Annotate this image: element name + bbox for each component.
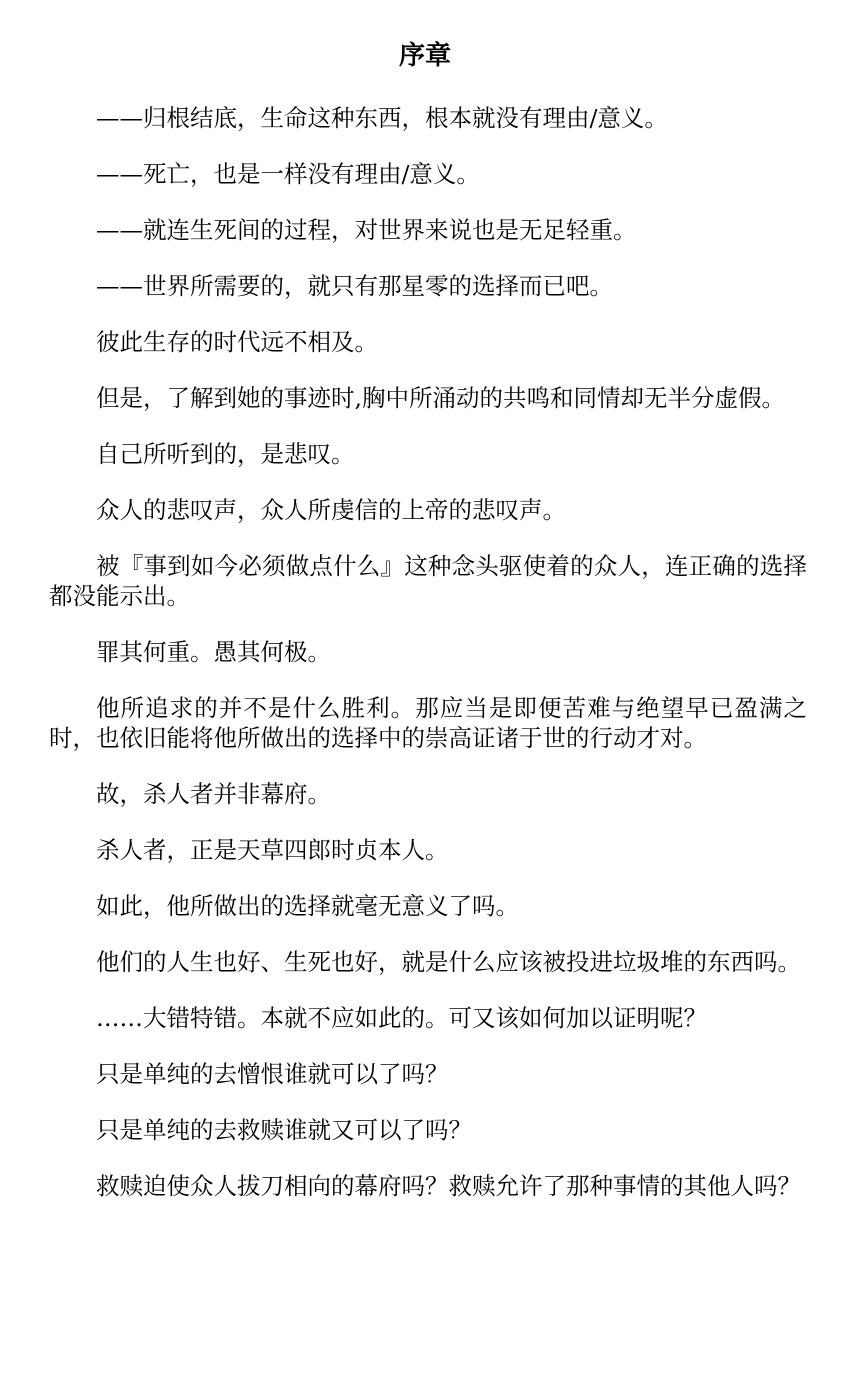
paragraph: ……大错特错。本就不应如此的。可又该如何加以证明呢？	[96, 1004, 707, 1032]
paragraph: 救赎迫使众人拔刀相向的幕府吗？救赎允许了那种事情的其他人吗？	[96, 1172, 801, 1200]
paragraph: ——死亡，也是一样没有理由/意义。	[96, 160, 480, 188]
paragraph: 自己所听到的，是悲叹。	[96, 440, 355, 468]
chapter-title: 序章	[398, 41, 451, 71]
paragraph: 但是，了解到她的事迹时,胸中所涌动的共鸣和同情却无半分虚假。	[96, 384, 785, 412]
paragraph: ——世界所需要的，就只有那星零的选择而已吧。	[96, 272, 613, 300]
paragraph: 罪其何重。愚其何极。	[96, 638, 331, 666]
paragraph: 如此，他所做出的选择就毫无意义了吗。	[96, 892, 519, 920]
paragraph: ——归根结底，生命这种东西，根本就没有理由/意义。	[96, 104, 668, 132]
paragraph: 被『事到如今必须做点什么』这种念头驱使着的众人，连正确的选择都没能示出。	[49, 552, 807, 610]
paragraph: ——就连生死间的过程，对世界来说也是无足轻重。	[96, 216, 637, 244]
paragraph: 彼此生存的时代远不相及。	[96, 328, 378, 356]
paragraph: 故，杀人者并非幕府。	[96, 780, 331, 808]
paragraph: 杀人者，正是天草四郎时贞本人。	[96, 836, 449, 864]
paragraph: 只是单纯的去救赎谁就又可以了吗？	[96, 1116, 472, 1144]
paragraph: 他们的人生也好、生死也好，就是什么应该被投进垃圾堆的东西吗。	[96, 948, 801, 976]
paragraph: 众人的悲叹声，众人所虔信的上帝的悲叹声。	[96, 496, 566, 524]
paragraph: 只是单纯的去憎恨谁就可以了吗？	[96, 1060, 449, 1088]
paragraph: 他所追求的并不是什么胜利。那应当是即便苦难与绝望早已盈满之时，也依旧能将他所做出的选择中的崇高证诸于世的行动才对。	[49, 694, 807, 752]
chapter-body	[49, 103, 807, 1227]
